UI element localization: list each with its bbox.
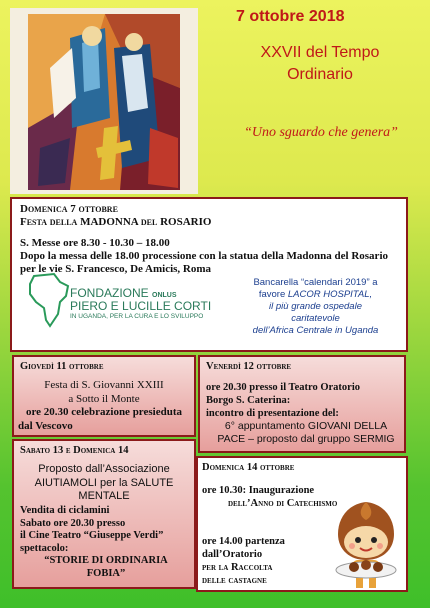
saturday-line9: FOBIA” [86, 567, 126, 579]
procession-text: Dopo la messa delle 18.00 processione con la statua della Madonna del Rosario per le vie S. Francesco, De Amicis, Roma [20, 250, 389, 275]
friday-line4: 6° appuntamento GIOVANI DELLA [224, 420, 388, 432]
calendar-line5: dell’Africa Centrale in Uganda [252, 325, 379, 336]
foundation-logo [26, 272, 236, 332]
annunciation-artwork [10, 8, 198, 194]
foundation-tagline: IN UGANDA, PER LA CURA E LO SVILUPPO [70, 313, 204, 320]
sunday14-line1: ore 10.30: Inaugurazione [202, 485, 315, 496]
sunday14-section [196, 456, 408, 592]
friday-body [206, 381, 406, 446]
onlus-label: ONLUS [152, 292, 177, 299]
thursday-line4: dal Vescovo [18, 419, 73, 432]
thursday-line1: Festa di S. Giovanni XXIII [44, 379, 164, 391]
saturday-association [18, 463, 190, 504]
calendar-line1: Bancarella “calendari 2019” a [253, 277, 378, 288]
saturday-line8: “STORIE DI ORDINARIA [44, 555, 168, 566]
sunday14-line5: delle castagne [202, 575, 267, 586]
sunday-section [10, 197, 408, 352]
friday-line1: ore 20.30 presso il Teatro Oratorio [206, 382, 360, 393]
foundation-founders: PIERO E LUCILLE CORTI [70, 299, 212, 313]
friday-heading: Venerdì 12 ottobre [206, 361, 292, 372]
liturgical-title-line1: XXVII del Tempo [260, 44, 380, 61]
sunday14-line3: dall’Oratorio [202, 549, 263, 560]
mass-times: S. Messe ore 8.30 - 10.30 – 18.00 [20, 237, 170, 249]
thursday-section [12, 355, 196, 437]
calendar-hospital: LACOR HOSPITAL, [287, 289, 373, 300]
feast-heading: Festa della MADONNA del ROSARIO [20, 216, 212, 228]
saturday-event [20, 505, 192, 580]
calendar-stall-text [228, 277, 403, 337]
saturday-line5: Sabato ore 20.30 presso [20, 517, 126, 529]
saturday-line7: spettacolo: [20, 542, 69, 554]
thursday-line2: a Sotto il Monte [68, 392, 140, 405]
thursday-body [18, 379, 190, 433]
sunday14-heading: Domenica 14 ottobre [202, 462, 295, 473]
liturgical-title [220, 42, 420, 86]
saturday-line6: il Cine Teatro “Giuseppe Verdi” [20, 530, 164, 541]
calendar-line4: caritatevole [291, 313, 340, 324]
friday-section [198, 355, 406, 453]
saturday-line1: Proposto dall’Associazione [38, 463, 170, 475]
friday-line5: PACE – proposto dal gruppo SERMIG [217, 433, 395, 445]
chestnut-mascot-icon [328, 498, 404, 590]
calendar-line2a: favore [258, 289, 288, 300]
sunday14-line1b: dell’Anno di Catechismo [228, 498, 338, 509]
foundation-name: FONDAZIONE [70, 286, 149, 300]
sunday14-line2: ore 14.00 partenza [202, 536, 285, 547]
africa-map-icon [26, 272, 72, 330]
saturday-heading: Sabato 13 e Domenica 14 [20, 445, 129, 456]
thursday-line3: ore 20.30 celebrazione presieduta [25, 406, 182, 418]
chestnut-gathering [202, 535, 322, 587]
friday-line3: incontro di presentazione del: [206, 408, 339, 419]
saturday-line3: MENTALE [78, 490, 130, 502]
saturday-line2: AIUTIAMOLI per la SALUTE [34, 476, 174, 489]
liturgical-title-line2: Ordinario [287, 66, 353, 83]
sunday14-line4: per la Raccolta [202, 562, 273, 573]
saturday-line4: Vendita di ciclamini [20, 505, 110, 516]
calendar-line3: il più grande ospedale [269, 301, 362, 312]
thursday-heading: Giovedì 11 ottobre [20, 361, 104, 372]
saturday-section [12, 439, 196, 589]
sunday-heading: Domenica 7 ottobre [20, 203, 118, 215]
motto: “Uno sguardo che genera” [244, 125, 398, 140]
bulletin-date: 7 ottobre 2018 [236, 8, 345, 25]
friday-line2: Borgo S. Caterina: [206, 395, 291, 406]
